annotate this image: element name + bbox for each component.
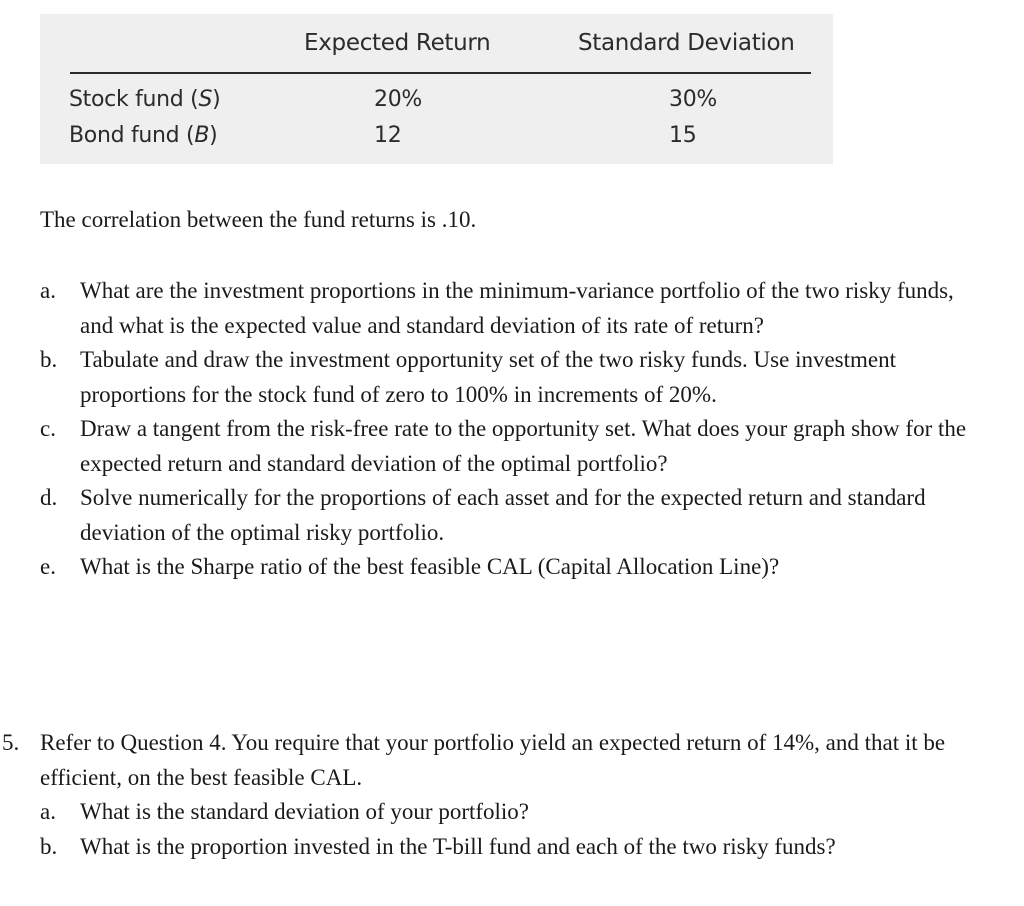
- header-standard-deviation: Standard Deviation: [578, 30, 795, 56]
- item-text: What is the standard deviation of your portfolio?: [80, 799, 530, 824]
- item-marker: e.: [40, 554, 56, 579]
- row-bond-fund-name: Bond fund (B): [69, 123, 218, 148]
- question-4c: [40, 412, 970, 481]
- question-5-text: Refer to Question 4. You require that your portfolio yield an expected return of 14%, and that it be efficient, on the best feasible CAL.: [40, 730, 946, 790]
- row-stock-fund-std-dev: 30%: [669, 87, 717, 112]
- question-5: [0, 726, 1010, 864]
- row-bond-fund-expected-return: 12: [374, 123, 402, 148]
- row-stock-fund-name: Stock fund (S): [69, 87, 221, 112]
- item-marker: b.: [40, 833, 58, 859]
- row-bond-fund-std-dev: 15: [669, 123, 697, 148]
- item-marker: a.: [40, 799, 56, 824]
- question-5a: [40, 795, 1010, 830]
- question-4b: [40, 343, 970, 412]
- item-text: What is the Sharpe ratio of the best feasible CAL (Capital Allocation Line)?: [80, 554, 780, 579]
- fund-data-table: [40, 14, 833, 164]
- question-4-list: [40, 274, 970, 585]
- header-expected-return: Expected Return: [304, 30, 491, 56]
- question-4d: [40, 481, 970, 550]
- item-marker: b.: [40, 347, 58, 372]
- question-4a: [40, 274, 970, 343]
- item-text: Solve numerically for the proportions of each asset and for the expected return and standard deviation of the optimal risky portfolio.: [80, 485, 926, 545]
- item-marker: c.: [40, 416, 56, 441]
- question-5-number: 5.: [2, 730, 20, 755]
- item-marker: a.: [40, 278, 56, 303]
- correlation-statement: The correlation between the fund returns is .10.: [40, 207, 477, 232]
- item-text: Draw a tangent from the risk-free rate to the opportunity set. What does your graph show for the expected return and standard deviation of the optimal portfolio?: [80, 416, 967, 476]
- row-stock-fund-expected-return: 20%: [374, 87, 422, 112]
- fund-letter: B: [194, 123, 210, 148]
- item-text: What is the proportion invested in the T-bill fund and each of the two risky funds?: [80, 833, 836, 859]
- fund-letter: S: [198, 87, 213, 112]
- item-text: What are the investment proportions in the minimum-variance portfolio of the two risky funds, and what is the expected value and standard deviation of its rate of return?: [80, 278, 954, 338]
- item-text: Tabulate and draw the investment opportunity set of the two risky funds. Use investment proportions for the stock fund of zero to 100% in increments of 20%.: [80, 347, 897, 407]
- question-4e: [40, 550, 970, 585]
- question-5b: [40, 830, 1010, 865]
- table-divider: [70, 72, 811, 74]
- item-marker: d.: [40, 485, 58, 510]
